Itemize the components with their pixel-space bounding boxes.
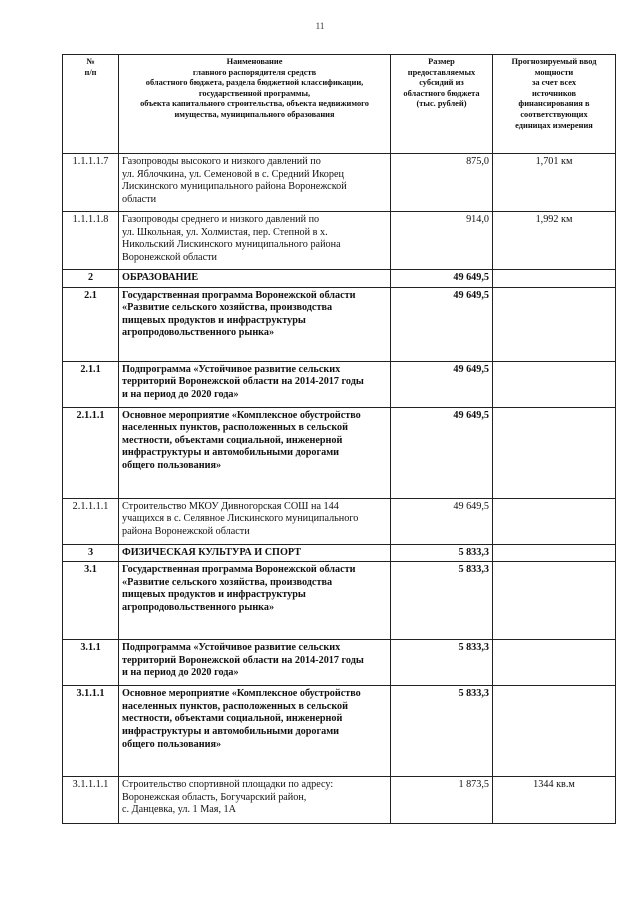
row-name: Государственная программа Воронежской области «Развитие сельского хозяйства, производства пищевых продуктов и инфраструктуры агропродовольственного рынка» [119, 287, 391, 361]
row-name: ФИЗИЧЕСКАЯ КУЛЬТУРА И СПОРТ [119, 544, 391, 562]
row-capacity [493, 640, 616, 686]
row-num: 2.1.1.1.1 [63, 498, 119, 544]
header-capacity [493, 55, 616, 154]
header-num [63, 55, 119, 154]
table-row [63, 498, 616, 544]
row-num: 2.1.1.1 [63, 407, 119, 498]
row-capacity [493, 544, 616, 562]
row-capacity [493, 361, 616, 407]
table-row [63, 544, 616, 562]
row-name: Основное мероприятие «Комплексное обустройство населенных пунктов, расположенных в сельской местности, объектами социальной, инженерной инфраструктуры и автомобильными дорогами общего пользования» [119, 407, 391, 498]
row-num: 3.1 [63, 562, 119, 640]
row-amount: 49 649,5 [391, 407, 493, 498]
row-num: 3.1.1.1.1 [63, 777, 119, 824]
row-capacity [493, 407, 616, 498]
subsidy-table [62, 54, 616, 824]
row-name: Газопроводы высокого и низкого давлений по ул. Яблочкина, ул. Семеновой в с. Средний Икорец Лискинского муниципального района Воронежской области [119, 154, 391, 212]
row-num: 2.1.1 [63, 361, 119, 407]
row-name: Строительство спортивной площадки по адресу: Воронежская область, Богучарский район, с. Данцевка, ул. 1 Мая, 1А [119, 777, 391, 824]
row-amount: 1 873,5 [391, 777, 493, 824]
header-num-text: № п/п [84, 57, 97, 77]
row-amount: 875,0 [391, 154, 493, 212]
row-capacity [493, 498, 616, 544]
row-name: Государственная программа Воронежской области «Развитие сельского хозяйства, производства пищевых продуктов и инфраструктуры агропродовольственного рынка» [119, 562, 391, 640]
table-row [63, 777, 616, 824]
table-row [63, 270, 616, 288]
table-header-row [63, 55, 616, 154]
row-name: Строительство МКОУ Дивногорская СОШ на 144 учащихся в с. Селявное Лискинского муниципального района Воронежской области [119, 498, 391, 544]
row-amount: 49 649,5 [391, 270, 493, 288]
row-amount: 5 833,3 [391, 640, 493, 686]
row-num: 3 [63, 544, 119, 562]
row-capacity: 1,701 км [493, 154, 616, 212]
row-name: Газопроводы среднего и низкого давлений по ул. Школьная, ул. Холмистая, пер. Степной в х. Никольский Лискинского муниципального района Воронежской области [119, 212, 391, 270]
row-num: 3.1.1.1 [63, 686, 119, 777]
table-row [63, 361, 616, 407]
row-amount: 49 649,5 [391, 361, 493, 407]
row-num: 3.1.1 [63, 640, 119, 686]
row-capacity: 1344 кв.м [493, 777, 616, 824]
row-amount: 49 649,5 [391, 498, 493, 544]
row-capacity [493, 287, 616, 361]
row-num: 1.1.1.1.7 [63, 154, 119, 212]
page-number: 11 [315, 21, 325, 31]
header-name-text: Наименование главного распорядителя средств областного бюджета, раздела бюджетной классификации, государственной программы, объекта капитального строительства, объекта недвижимого имущества, муниципального образования [140, 57, 369, 119]
header-amount-text: Размер предоставляемых субсидий из областного бюджета (тыс. рублей) [403, 57, 480, 109]
header-name [119, 55, 391, 154]
row-capacity: 1,992 км [493, 212, 616, 270]
row-capacity [493, 562, 616, 640]
table-row [63, 212, 616, 270]
row-amount: 5 833,3 [391, 544, 493, 562]
row-name: Подпрограмма «Устойчивое развитие сельских территорий Воронежской области на 2014-2017 годы и на период до 2020 года» [119, 640, 391, 686]
row-name: Подпрограмма «Устойчивое развитие сельских территорий Воронежской области на 2014-2017 годы и на период до 2020 года» [119, 361, 391, 407]
header-amount [391, 55, 493, 154]
row-capacity [493, 270, 616, 288]
row-capacity [493, 686, 616, 777]
table-row [63, 154, 616, 212]
row-amount: 5 833,3 [391, 562, 493, 640]
table-row [63, 562, 616, 640]
row-amount: 914,0 [391, 212, 493, 270]
table-row [63, 407, 616, 498]
table-row [63, 686, 616, 777]
table-row [63, 287, 616, 361]
row-num: 1.1.1.1.8 [63, 212, 119, 270]
row-name: Основное мероприятие «Комплексное обустройство населенных пунктов, расположенных в сельской местности, объектами социальной, инженерной инфраструктуры и автомобильными дорогами общего пользования» [119, 686, 391, 777]
row-amount: 49 649,5 [391, 287, 493, 361]
row-name: ОБРАЗОВАНИЕ [119, 270, 391, 288]
row-num: 2 [63, 270, 119, 288]
row-num: 2.1 [63, 287, 119, 361]
row-amount: 5 833,3 [391, 686, 493, 777]
table-row [63, 640, 616, 686]
header-capacity-text: Прогнозируемый ввод мощности за счет всех источников финансирования в соответствующих единицах измерения [511, 57, 597, 130]
